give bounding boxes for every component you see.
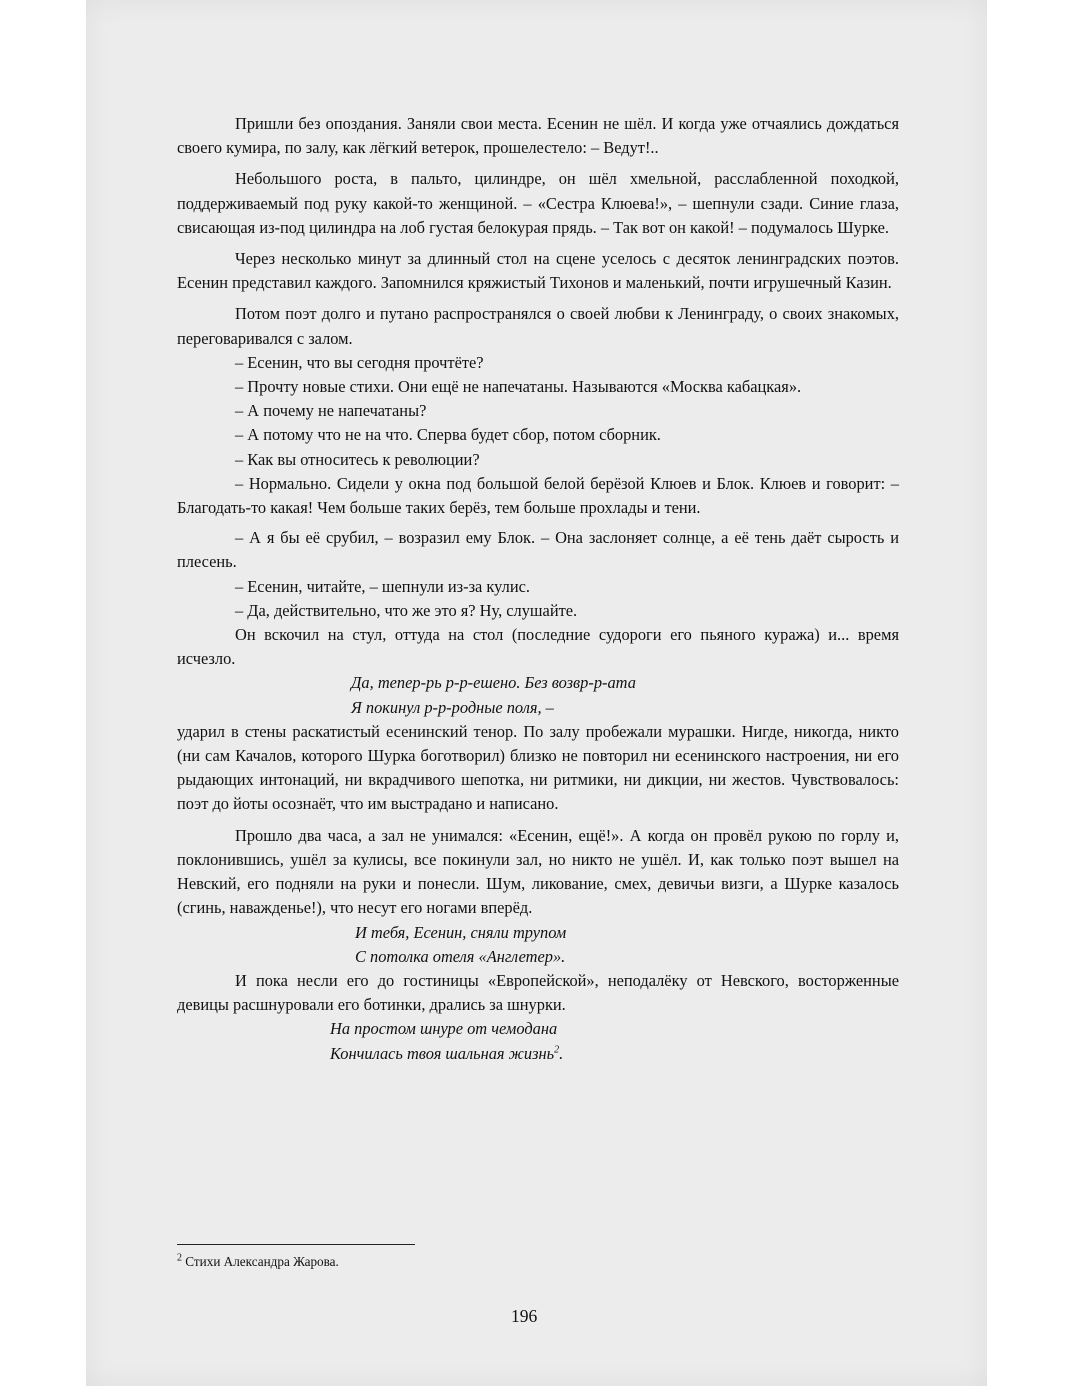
dialogue-line: – Как вы относитесь к революции?: [235, 449, 480, 469]
scan-margin-left: [0, 0, 86, 1386]
paragraph: ударил в стены раскатистый есенинский тенор. По залу пробежали мурашки. Нигде, никогда, никто (ни сам Качалов, которого Шурка боготворил) близко не повторил ни есенинского настроения, ни его рыдающих интонаций, ни вкрадчивого шепотка, ни ритмики, ни дикции, ни жестов. Чувствовалось: поэт до йоты осознаёт, что им выстрадано и написано.: [177, 721, 899, 814]
poem-line: И тебя, Есенин, сняли трупом: [355, 922, 567, 942]
paragraph: Через несколько минут за длинный стол на сцене уселось с десяток ленинградских поэтов. Есенин представил каждого. Запомнился кряжистый Тихонов и маленький, почти игрушечный Казин.: [177, 249, 899, 293]
footnote: [177, 1254, 339, 1270]
scan-margin-right: [987, 0, 1071, 1386]
dialogue-line: – Прочту новые стихи. Они ещё не напечатаны. Называются «Москва кабацкая».: [235, 377, 802, 397]
paragraph: Небольшого роста, в пальто, цилиндре, он шёл хмельной, расслабленной походкой, поддерживаемый под руку какой-то женщиной. – «Сестра Клюева!», – шепнули сзади. Синие глаза, свисающая из-под цилиндра на лоб густая белокурая прядь. – Так вот он какой! – подумалось Шурке.: [177, 169, 899, 237]
page-body: [177, 112, 899, 1066]
dialogue-line: – Да, действительно, что же это я? Ну, слушайте.: [235, 600, 578, 620]
footnote-text: Стихи Александра Жарова.: [182, 1254, 339, 1269]
poem-line-end: .: [559, 1043, 564, 1063]
paragraph: И пока несли его до гостиницы «Европейской», неподалёку от Невского, восторженные девицы расшнуровали его ботинки, дрались за шнурки.: [177, 970, 899, 1015]
poem-quote: [177, 1017, 899, 1065]
poem-line: С потолка отеля «Англетер».: [355, 946, 566, 966]
poem-line: [330, 1042, 899, 1066]
paragraph: Потом поэт долго и путано распространялся о своей любви к Ленинграду, о своих знакомых, переговаривался с залом.: [177, 304, 899, 348]
footnote-separator: [177, 1244, 415, 1245]
poem-line: Я покинул р-р-родные поля, –: [351, 697, 554, 717]
paragraph: Прошло два часа, а зал не унимался: «Есенин, ещё!». А когда он провёл рукою по горлу и, поклонившись, ушёл за кулисы, все покинули зал, но никто не ушёл. И, как только поэт вышел на Невский, его подняли на руки и понесли. Шум, ликование, смех, девичьи визги, а Шурке казалось (сгинь, наважденье!), что несут его ногами вперёд.: [177, 825, 899, 918]
poem-line: На простом шнуре от чемодана: [330, 1019, 558, 1039]
dialogue-line: – А почему не напечатаны?: [235, 401, 427, 421]
poem-line-text: Кончилась твоя шальная жизнь: [330, 1043, 555, 1063]
paragraph: Он вскочил на стул, оттуда на стол (последние судороги его пьяного куража) и... время исчезло.: [177, 625, 899, 669]
dialogue-line: – Есенин, читайте, – шепнули из-за кулис.: [235, 576, 530, 596]
dialogue-line: – Нормально. Сидели у окна под большой белой берёзой Клюев и Блок. Клюев и говорит: – Благодать-то какая! Чем больше таких берёз, тем больше прохлады и тени.: [177, 473, 899, 518]
poem-quote: [177, 921, 899, 969]
page-number: 196: [511, 1306, 538, 1326]
poem-line: Да, тепер-рь р-р-ешено. Без возвр-р-ата: [351, 673, 636, 693]
footnote-mark: 2: [177, 1252, 182, 1264]
footnote-reference: 2: [554, 1044, 560, 1056]
poem-quote: [177, 671, 899, 719]
paragraph: Пришли без опоздания. Заняли свои места. Есенин не шёл. И когда уже отчаялись дождаться своего кумира, по залу, как лёгкий ветерок, прошелестело: – Ведут!..: [177, 114, 899, 158]
dialogue-line: – А потому что не на что. Сперва будет сбор, потом сборник.: [235, 425, 661, 445]
dialogue-line: – Есенин, что вы сегодня прочтёте?: [235, 352, 484, 372]
dialogue-line: – А я бы её срубил, – возразил ему Блок. – Она заслоняет солнце, а её тень даёт сырость и плесень.: [177, 528, 899, 572]
